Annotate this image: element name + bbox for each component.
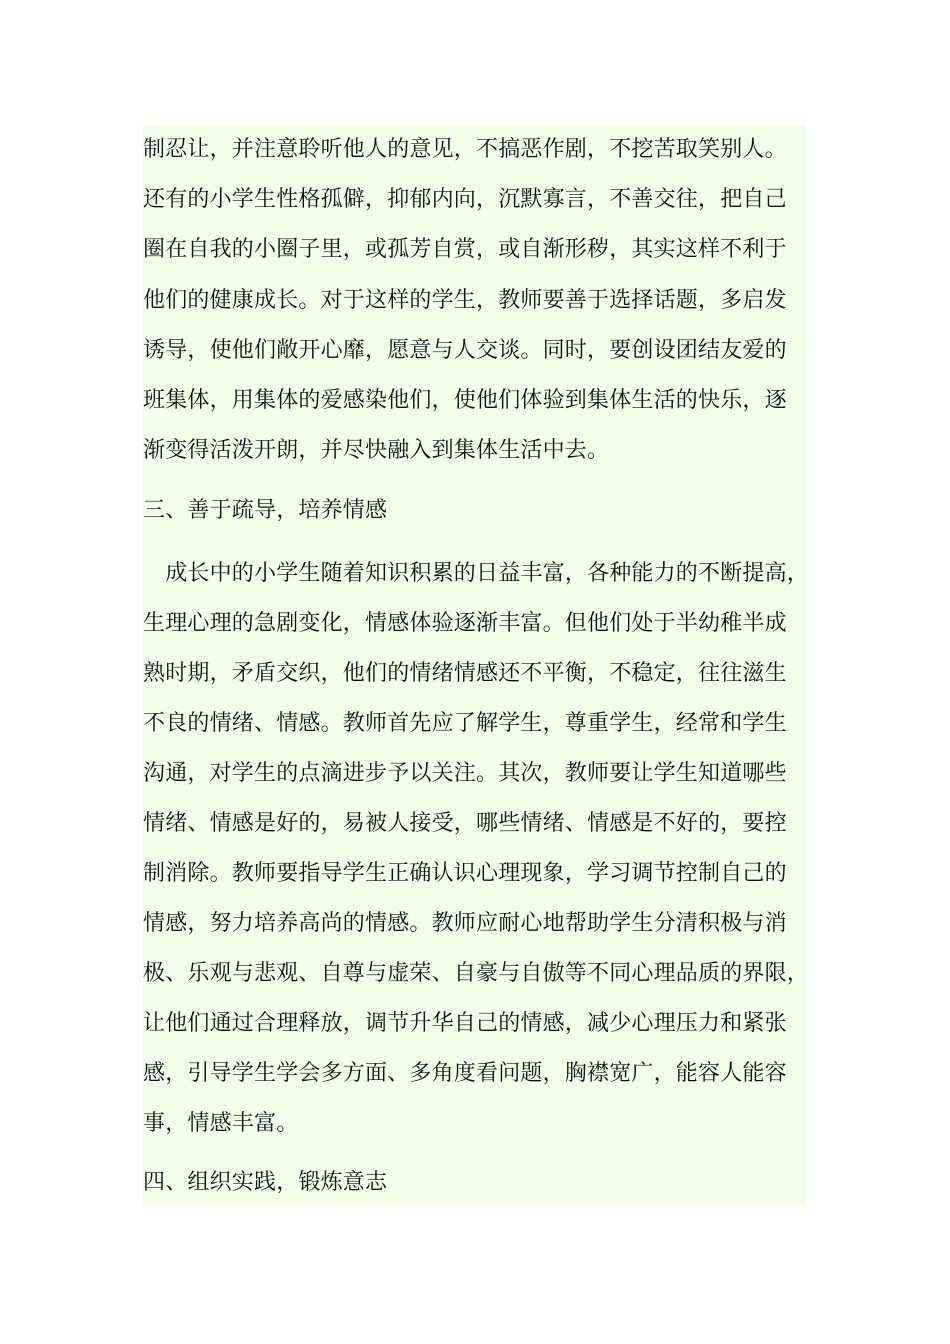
paragraph-line: 事，情感丰富。 bbox=[143, 1111, 299, 1136]
paragraph-line: 生理心理的急剧变化，情感体验逐渐丰富。但他们处于半幼稚半成 bbox=[143, 611, 787, 636]
paragraph-line: 沟通，对学生的点滴进步予以关注。其次，教师要让学生知道哪些 bbox=[143, 761, 787, 786]
paragraph-line: 渐变得活泼开朗，并尽快融入到集体生活中去。 bbox=[143, 438, 610, 463]
paragraph-line: 诱导，使他们敞开心靡，愿意与人交谈。同时，要创设团结友爱的 bbox=[143, 338, 787, 363]
paragraph-line: 制忍让，并注意聆听他人的意见，不搞恶作剧，不挖苦取笑别人。 bbox=[143, 137, 787, 162]
paragraph-line: 不良的情绪、情感。教师首先应了解学生，尊重学生，经常和学生 bbox=[143, 711, 787, 736]
paragraph-line: 让他们通过合理释放，调节升华自己的情感，减少心理压力和紧张 bbox=[143, 1011, 787, 1036]
paragraph-line: 感，引导学生学会多方面、多角度看问题，胸襟宽广，能容人能容 bbox=[143, 1061, 787, 1086]
paragraph-line: 制消除。教师要指导学生正确认识心理现象，学习调节控制自己的 bbox=[143, 861, 787, 886]
paragraph-line: 圈在自我的小圈子里，或孤芳自赏，或自渐形秽，其实这样不利于 bbox=[143, 237, 787, 262]
paragraph-line: 班集体，用集体的爱感染他们，使他们体验到集体生活的快乐，逐 bbox=[143, 388, 787, 413]
paragraph-line: 还有的小学生性格孤僻，抑郁内向，沉默寡言，不善交往，把自己 bbox=[143, 187, 787, 212]
paragraph-line: 成长中的小学生随着知识积累的日益丰富，各种能力的不断提高， bbox=[143, 561, 810, 586]
paragraph-line: 熟时期，矛盾交织，他们的情绪情感还不平衡，不稳定，往往滋生 bbox=[143, 661, 787, 686]
paragraph-line: 他们的健康成长。对于这样的学生，教师要善于选择话题，多启发 bbox=[143, 288, 787, 313]
paragraph-line: 情感，努力培养高尚的情感。教师应耐心地帮助学生分清积极与消 bbox=[143, 911, 787, 936]
paragraph-line: 情绪、情感是好的，易被人接受，哪些情绪、情感是不好的，要控 bbox=[143, 811, 787, 836]
paragraph-line: 极、乐观与悲观、自尊与虚荣、自豪与自傲等不同心理品质的界限， bbox=[143, 961, 810, 986]
section-heading-3: 三、善于疏导，培养情感 bbox=[143, 498, 388, 523]
section-heading-4: 四、组织实践，锻炼意志 bbox=[143, 1170, 388, 1195]
